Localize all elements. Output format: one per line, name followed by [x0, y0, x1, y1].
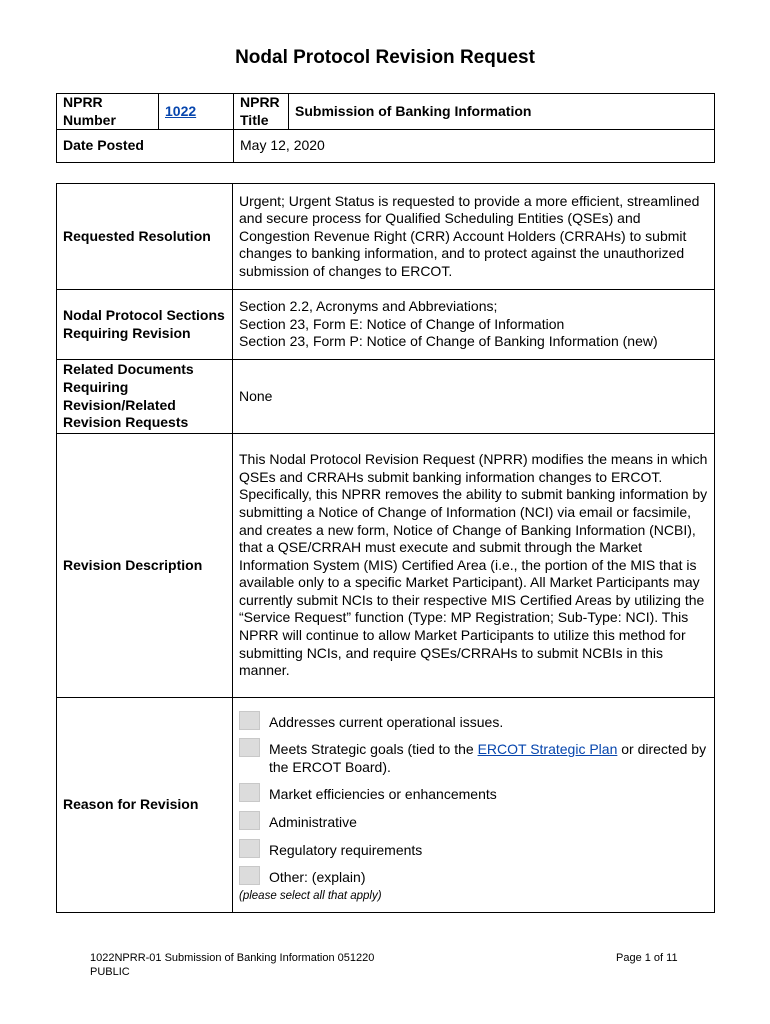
reason-options — [233, 698, 715, 913]
nprr-title-label: NPRR Title — [234, 94, 289, 130]
footer-left — [90, 951, 374, 979]
checkbox[interactable] — [239, 711, 260, 730]
sections-list — [233, 290, 715, 360]
reason-note: (please select all that apply) — [239, 889, 382, 902]
nprr-number-link[interactable]: 1022 — [165, 102, 197, 119]
requested-resolution: Urgent; Urgent Status is requested to provide a more efficient, streamlined and secure process for Qualified Scheduling Entities (QSEs) and Congestion Revenue Right (CRR) Account Holders (CRRAHs) to submit changes to banking information, and to protect against the unauthorized submission of changes to ERCOT. — [233, 184, 715, 290]
related-documents: None — [233, 360, 715, 434]
related-documents-label: Related Documents Requiring Revision/Related Revision Requests — [57, 360, 233, 434]
footer-classification: PUBLIC — [90, 966, 130, 978]
reason-for-revision-label: Reason for Revision — [57, 698, 233, 913]
requested-resolution-label: Requested Resolution — [57, 184, 233, 290]
checkbox[interactable] — [239, 738, 260, 757]
date-posted-label: Date Posted — [57, 130, 234, 163]
nprr-number-label: NPRR Number — [57, 94, 159, 130]
revision-description: This Nodal Protocol Revision Request (NPRR) modifies the means in which QSEs and CRRAHs submit banking information changes to ERCOT. Specifically, this NPRR removes the ability to submit banking information by submitting a Notice of Change of Information (NCI) via email or facsimile, and creates a new form, Notice of Change of Banking Information (NCBI), that a QSE/CRRAH must execute and submit through the Market Information System (MIS) Certified Area (i.e., the portion of the MIS that is available only to a specific Market Participant). All Market Participants may currently submit NCIs to their respective MIS Certified Areas by utilizing the “Service Request” function (Type: MP Registration; Sub-Type: NCI). This NPRR will continue to allow Market Participants to utilize this method for submitting NCIs, and require QSEs/CRRAHs to submit NCBIs in this manner. — [233, 434, 715, 698]
reason-option-label: Addresses current operational issues. — [269, 713, 504, 730]
footer-document-id: 1022NPRR-01 Submission of Banking Information 051220 — [90, 952, 375, 964]
reason-text-post: or directed by the ERCOT Board). — [269, 741, 707, 775]
header-table — [56, 93, 715, 163]
ercot-strategic-plan-link[interactable]: ERCOT Strategic Plan — [477, 741, 618, 758]
reason-option-label: Other: (explain) — [269, 869, 366, 886]
reason-option-label — [269, 738, 708, 776]
nprr-title: Submission of Banking Information — [289, 94, 715, 130]
reason-option-market — [239, 783, 708, 804]
checkbox[interactable] — [239, 811, 260, 830]
reason-option-other — [239, 866, 708, 887]
checkbox[interactable] — [239, 839, 260, 858]
checkbox[interactable] — [239, 866, 260, 885]
reason-option-administrative — [239, 811, 708, 832]
reason-option-label: Administrative — [269, 814, 357, 830]
reason-text-pre: Meets Strategic goals (tied to the — [269, 741, 478, 758]
section-item: Section 23, Form E: Notice of Change of Information — [239, 315, 565, 332]
reason-option-strategic — [239, 738, 708, 776]
date-posted: May 12, 2020 — [234, 130, 715, 163]
nprr-number-cell — [159, 94, 234, 130]
section-item: Section 2.2, Acronyms and Abbreviations; — [239, 298, 498, 315]
details-table — [56, 183, 715, 913]
page-title: Nodal Protocol Revision Request — [235, 47, 535, 68]
footer-page-number: Page 1 of 11 — [616, 952, 678, 964]
section-item: Section 23, Form P: Notice of Change of Banking Information (new) — [239, 333, 658, 350]
revision-description-label: Revision Description — [57, 434, 233, 698]
reason-option-label: Market efficiencies or enhancements — [269, 786, 497, 803]
reason-option-operational — [239, 711, 708, 732]
reason-option-label: Regulatory requirements — [269, 841, 423, 858]
reason-option-regulatory — [239, 839, 708, 860]
checkbox[interactable] — [239, 783, 260, 802]
sections-label: Nodal Protocol Sections Requiring Revision — [57, 290, 233, 360]
